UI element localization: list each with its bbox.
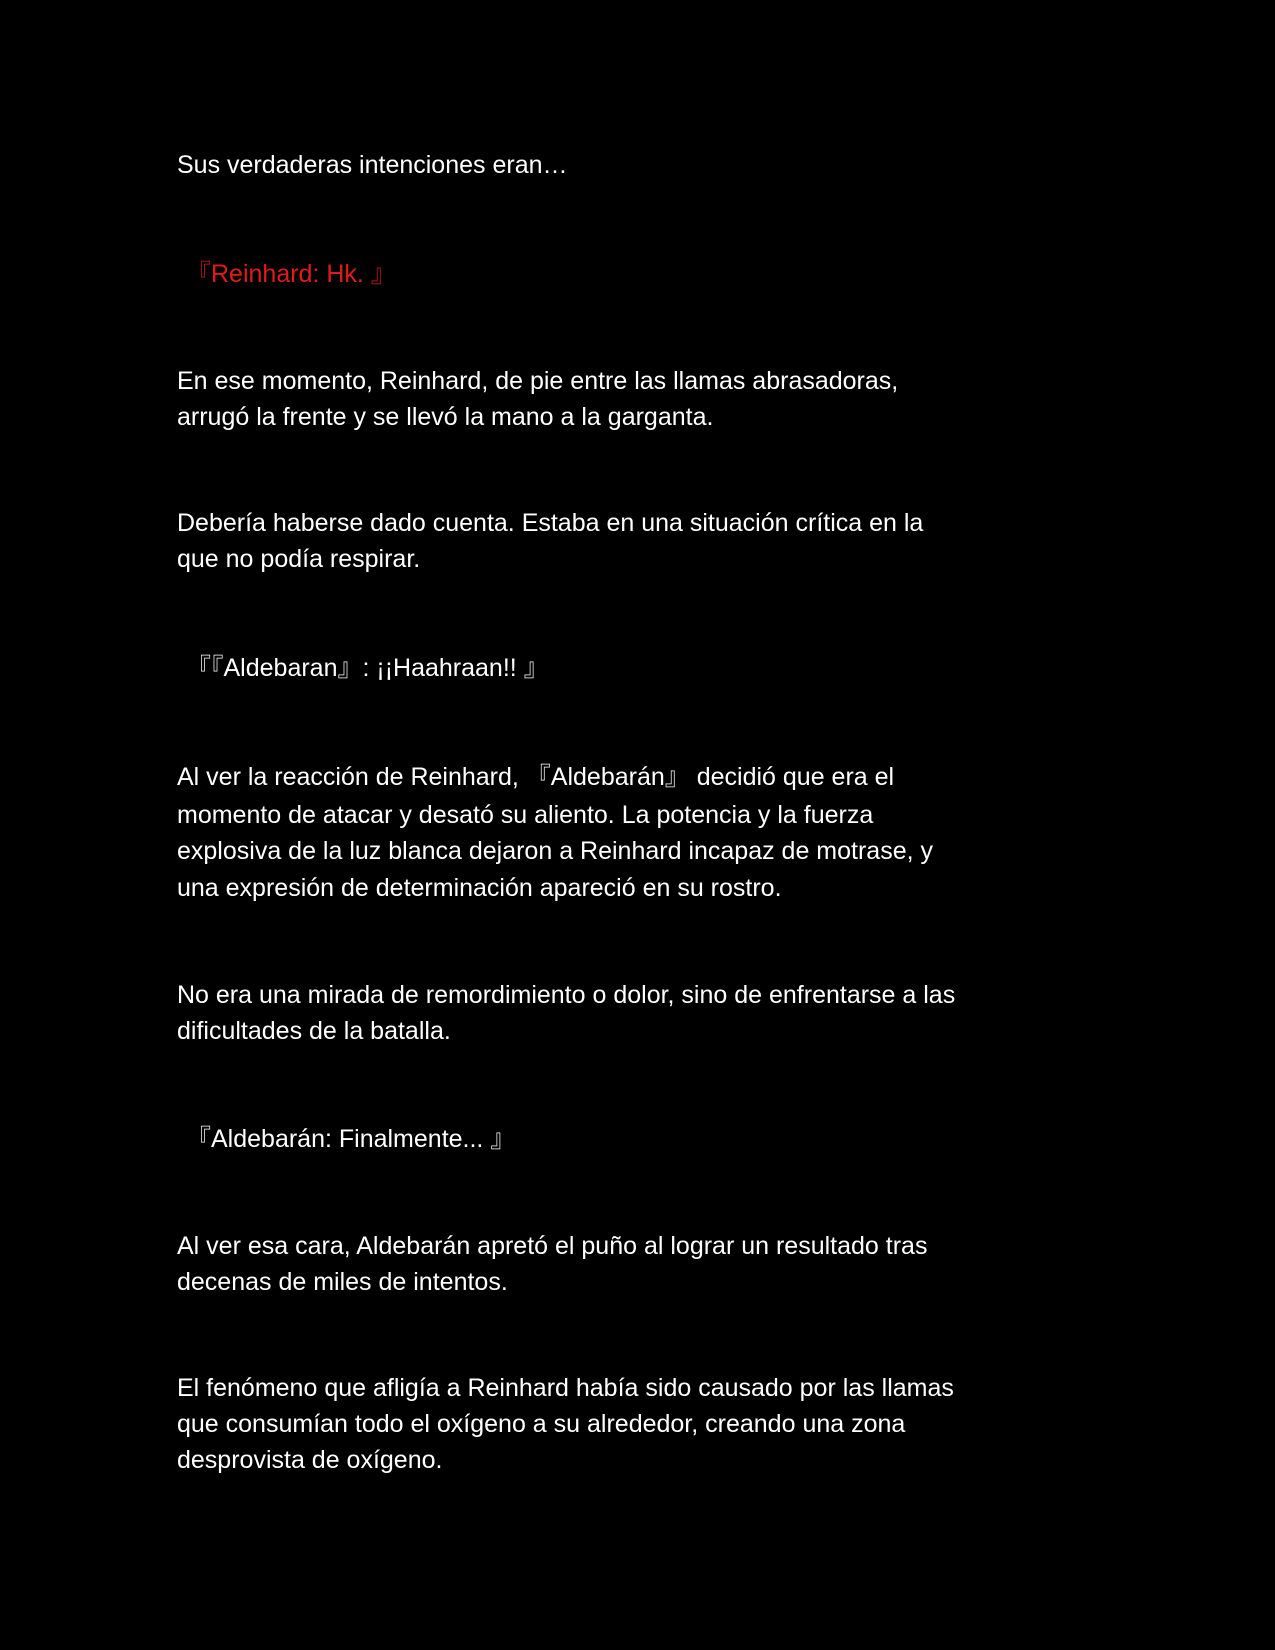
narration-line: explosiva de la luz blanca dejaron a Reinhard incapaz de motrase, y [177,837,934,865]
narration-line: arrugó la frente y se llevó la mano a la garganta. [177,403,714,431]
narration-line: No era una mirada de remordimiento o dolor, sino de enfrentarse a las [177,981,956,1009]
narration-line: Al ver esa cara, Aldebarán apretó el puño al lograr un resultado tras [177,1232,928,1260]
narration-line: Al ver la reacción de Reinhard, 『Aldebarán』 decidió que era el [177,763,895,791]
dialogue-line-aldebaran: 『Aldebarán: Finalmente... 』 [186,1125,516,1153]
narration-line: Debería haberse dado cuenta. Estaba en una situación crítica en la [177,509,924,537]
narration-line: decenas de miles de intentos. [177,1268,508,1296]
narration-line: momento de atacar y desató su aliento. La potencia y la fuerza [177,801,874,829]
dialogue-line-reinhard: 『Reinhard: Hk. 』 [186,260,396,288]
narration-line: El fenómeno que afligía a Reinhard había sido causado por las llamas [177,1374,954,1402]
narration-line: que no podía respirar. [177,545,421,573]
narration-line: una expresión de determinación apareció en su rostro. [177,874,782,902]
narration-line: desprovista de oxígeno. [177,1446,443,1474]
narration-line: dificultades de la batalla. [177,1017,451,1045]
dialogue-line-aldebaran: 『『Aldebaran』: ¡¡Haahraan!! 』 [186,654,549,682]
narration-line: Sus verdaderas intenciones eran… [177,151,568,179]
narration-line: que consumían todo el oxígeno a su alrededor, creando una zona [177,1410,906,1438]
narration-line: En ese momento, Reinhard, de pie entre las llamas abrasadoras, [177,367,899,395]
